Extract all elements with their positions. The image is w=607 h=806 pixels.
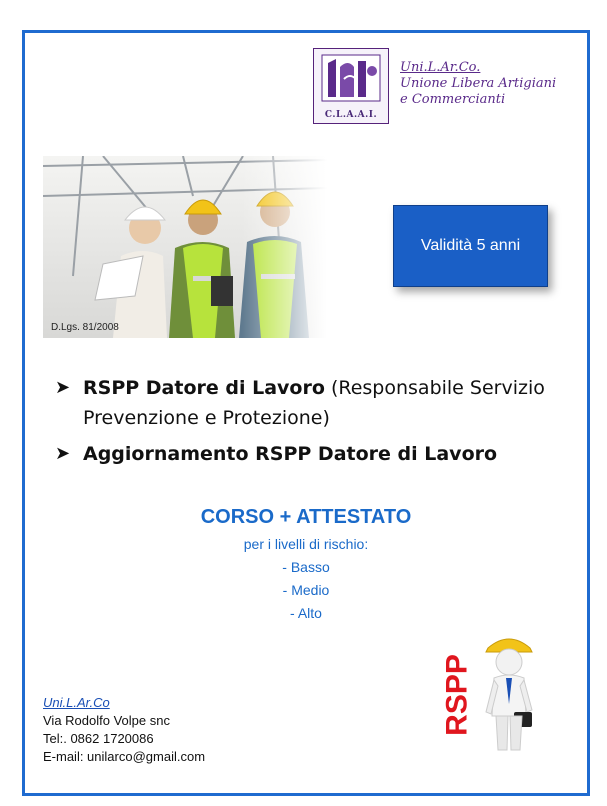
course-description: (Responsabile Servizio Prevenzione e Protezione) — [83, 377, 545, 429]
org-short-name: Uni.L.Ar.Co. — [400, 60, 481, 75]
organization-name — [400, 60, 556, 108]
contact-info — [43, 694, 205, 766]
contact-email: E-mail: unilarco@gmail.com — [43, 749, 206, 764]
arrow-bullet-icon: ➤ — [55, 377, 71, 398]
rspp-vertical-label — [437, 640, 477, 750]
workers-photo — [43, 156, 327, 338]
list-item — [48, 439, 588, 469]
validity-badge: Validità 5 anni — [393, 205, 548, 287]
claai-logo — [313, 48, 389, 124]
org-name-line3: e Commercianti — [400, 92, 506, 107]
contact-address: Via Rodolfo Volpe snc — [43, 713, 170, 728]
arrow-bullet-icon: ➤ — [55, 443, 71, 464]
risk-level-item: - Medio — [282, 582, 330, 598]
course-list — [48, 373, 588, 469]
org-name-line2: Unione Libera Artigiani — [400, 76, 557, 91]
contact-org: Uni.L.Ar.Co — [43, 695, 110, 710]
worker-figure-icon — [478, 634, 540, 752]
contact-phone: Tel:. 0862 1720086 — [43, 731, 154, 746]
logo-caption: C.L.A.A.I. — [324, 110, 378, 120]
course-name: Aggiornamento RSPP Datore di Lavoro — [83, 443, 498, 465]
list-item — [48, 373, 588, 433]
course-name: RSPP Datore di Lavoro — [83, 377, 325, 399]
risk-level-item: - Basso — [282, 559, 330, 575]
risk-levels-label: per i livelli di rischio: — [243, 536, 369, 552]
law-reference: D.Lgs. 81/2008 — [51, 322, 119, 333]
risk-level-item: - Alto — [290, 605, 322, 621]
course-title: CORSO + ATTESTATO — [200, 506, 412, 528]
rspp-text: RSPP — [440, 654, 474, 736]
